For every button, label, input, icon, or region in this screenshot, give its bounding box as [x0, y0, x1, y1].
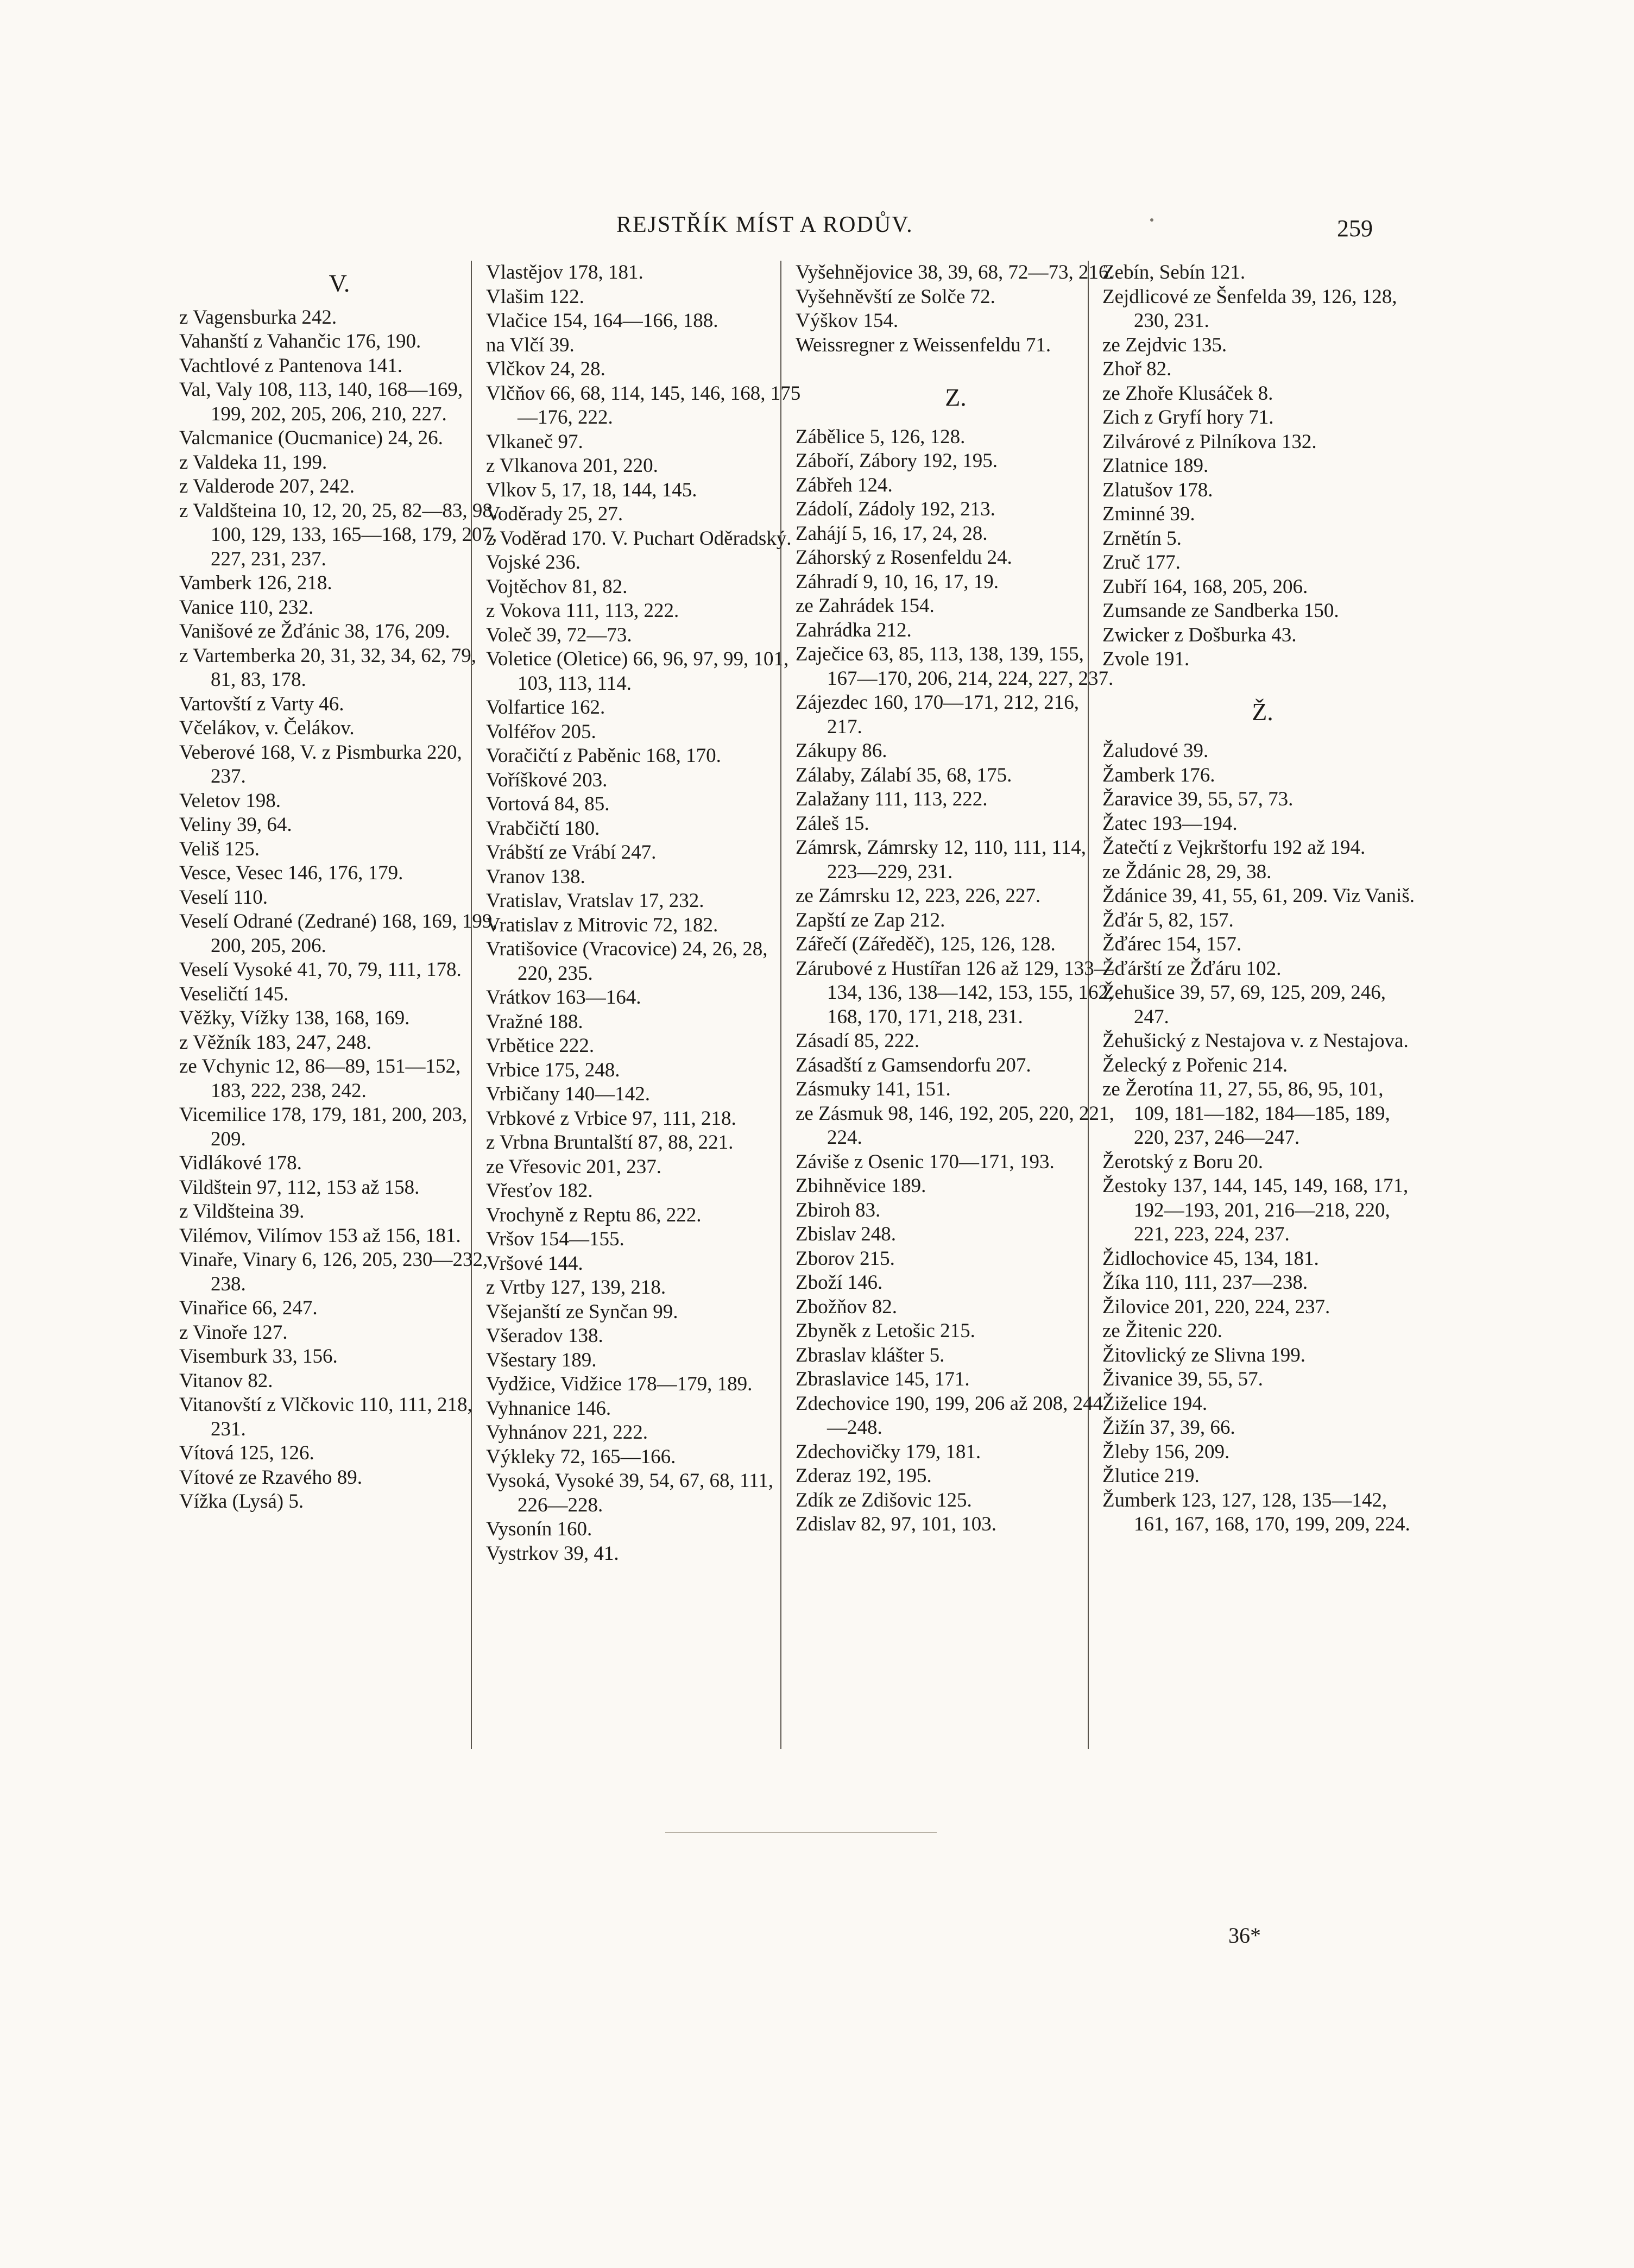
index-entry: ze Zámrsku 12, 223, 226, 227. — [796, 885, 1041, 907]
index-entry: Vanice 110, 232. — [179, 596, 314, 619]
index-entry: Zásadí 85, 222. — [796, 1030, 920, 1052]
index-entry: Zboží 146. — [796, 1271, 883, 1294]
index-entry: Zumsande ze Sandberka 150. — [1102, 600, 1339, 622]
index-entry: Vražné 188. — [486, 1010, 583, 1033]
index-entry: Zájezdec 160, 170—171, 212, 216, 217. — [796, 691, 1079, 738]
index-entry: Zrnětín 5. — [1102, 527, 1182, 550]
index-entry: Vahanští z Vahančic 176, 190. — [179, 330, 421, 352]
index-entry: Ždánice 39, 41, 55, 61, 209. Viz Vaniš. — [1102, 885, 1415, 907]
index-entry: z Vokova 111, 113, 222. — [486, 600, 679, 622]
index-entry: Zich z Gryfí hory 71. — [1102, 406, 1274, 429]
index-entry: Žleby 156, 209. — [1102, 1440, 1230, 1463]
index-entry: Zbislav 248. — [796, 1223, 896, 1245]
index-entry: Vanišové ze Žďánic 38, 176, 209. — [179, 620, 450, 642]
index-entry: Zdechovičky 179, 181. — [796, 1440, 981, 1463]
index-entry: Včelákov, v. Čelákov. — [179, 717, 355, 739]
index-entry: Zwicker z Došburka 43. — [1102, 623, 1297, 646]
index-entry: Valcmanice (Oucmanice) 24, 26. — [179, 427, 443, 449]
index-entry: Vydžice, Vidžice 178—179, 189. — [486, 1373, 753, 1395]
index-entry: Vildštein 97, 112, 153 až 158. — [179, 1176, 420, 1199]
index-entry: Visemburk 33, 156. — [179, 1345, 338, 1368]
index-entry: Voříškové 203. — [486, 768, 608, 791]
index-entry: Veliš 125. — [179, 837, 260, 860]
index-entry: Vítová 125, 126. — [179, 1442, 314, 1464]
index-entry: z Valdšteina 10, 12, 20, 25, 82—83, 98, 100, 129, 133, 165—168, 179, 207, 227, 231, 237. — [179, 499, 498, 570]
index-entry: Zilvárové z Pilníkova 132. — [1102, 430, 1317, 453]
index-entry: z Vartemberka 20, 31, 32, 34, 62, 79, 81, 83, 178. — [179, 644, 477, 691]
index-entry: Vrbětice 222. — [486, 1035, 595, 1057]
index-entry: Zhoř 82. — [1102, 358, 1172, 380]
index-entry: Vojtěchov 81, 82. — [486, 575, 628, 598]
index-entry: Výkleky 72, 165—166. — [486, 1445, 676, 1468]
index-entry: Všestary 189. — [486, 1349, 597, 1371]
index-entry: ze Ždánic 28, 29, 38. — [1102, 860, 1272, 883]
index-entry: Veselí Vysoké 41, 70, 79, 111, 178. — [179, 959, 462, 981]
index-entry: z Valderode 207, 242. — [179, 475, 355, 497]
index-entry: Zábělice 5, 126, 128. — [796, 425, 966, 448]
index-entry: Veberové 168, V. z Pismburka 220, 237. — [179, 741, 462, 788]
index-entry: ze Žitenic 220. — [1102, 1320, 1222, 1342]
index-entry: Žíka 110, 111, 237—238. — [1102, 1271, 1308, 1294]
index-entry: Vitanovští z Vlčkovic 110, 111, 218, 231. — [179, 1394, 472, 1440]
index-entry: Vysoká, Vysoké 39, 54, 67, 68, 111, 226—228. — [486, 1470, 773, 1516]
index-entry: Žumberk 123, 127, 128, 135—142, 161, 167, 168, 170, 199, 209, 224. — [1102, 1489, 1410, 1535]
ink-dot — [1150, 218, 1153, 222]
section-heading: Ž. — [1252, 697, 1273, 726]
index-entry: z Valdeka 11, 199. — [179, 451, 327, 474]
index-entry: Vystrkov 39, 41. — [486, 1542, 619, 1565]
index-entry: Žerotský z Boru 20. — [1102, 1150, 1263, 1173]
index-entry: Vrátkov 163—164. — [486, 986, 641, 1009]
index-entry: ze Zásmuk 98, 146, 192, 205, 220, 221, 224. — [796, 1102, 1114, 1149]
index-entry: Vrbičany 140—142. — [486, 1083, 650, 1105]
index-entry: Žiželice 194. — [1102, 1392, 1208, 1415]
index-entry: Vrochyně z Reptu 86, 222. — [486, 1204, 702, 1226]
index-entry: Vratislav z Mitrovic 72, 182. — [486, 914, 718, 936]
index-entry: Vitanov 82. — [179, 1369, 273, 1392]
index-entry: Zborov 215. — [796, 1247, 895, 1270]
index-entry: Vyhnanice 146. — [486, 1397, 611, 1420]
entry-list — [486, 261, 806, 1566]
index-entry: Žaravice 39, 55, 57, 73. — [1102, 788, 1294, 810]
entry-list — [796, 261, 1116, 357]
index-entry: Volfartice 162. — [486, 696, 605, 719]
index-entry: Vrábští ze Vrábí 247. — [486, 841, 657, 864]
index-entry: Zádolí, Zádoly 192, 213. — [796, 498, 995, 520]
index-column-2 — [486, 261, 806, 1566]
index-entry: Vrabčičtí 180. — [486, 817, 600, 840]
index-entry: Vítové ze Rzavého 89. — [179, 1466, 362, 1489]
index-entry: Žaludové 39. — [1102, 740, 1209, 762]
index-entry: Veletov 198. — [179, 789, 281, 812]
index-entry: Výškov 154. — [796, 310, 899, 332]
index-entry: z Voděrad 170. V. Puchart Oděradský. — [486, 527, 792, 550]
index-entry: Vicemilice 178, 179, 181, 200, 203, 209. — [179, 1104, 468, 1150]
index-entry: Žďár 5, 82, 157. — [1102, 909, 1234, 931]
index-entry: Veseličtí 145. — [179, 982, 289, 1005]
index-entry: Zálaby, Zálabí 35, 68, 175. — [796, 764, 1012, 786]
index-entry: ze Vchynic 12, 86—89, 151—152, 183, 222, 238, 242. — [179, 1055, 461, 1102]
index-entry: Vrbkové z Vrbice 97, 111, 218. — [486, 1107, 736, 1130]
index-entry: Vlčkov 24, 28. — [486, 358, 605, 380]
index-entry: Vlkov 5, 17, 18, 144, 145. — [486, 478, 697, 501]
index-entry: Zebín, Sebín 121. — [1102, 261, 1246, 284]
index-entry: Zvole 191. — [1102, 648, 1190, 670]
index-entry: Zámrsk, Zámrsky 12, 110, 111, 114, 223—229, 231. — [796, 836, 1087, 883]
index-entry: Zubří 164, 168, 205, 206. — [1102, 575, 1308, 598]
index-entry: Vršové 144. — [486, 1252, 583, 1275]
index-entry: Záleš 15. — [796, 812, 869, 835]
index-entry: Zahájí 5, 16, 17, 24, 28. — [796, 522, 988, 545]
index-entry: Zábřeh 124. — [796, 474, 893, 496]
index-entry: z Vrbna Bruntalští 87, 88, 221. — [486, 1131, 734, 1154]
index-entry: Záviše z Osenic 170—171, 193. — [796, 1150, 1055, 1173]
index-entry: Vlačice 154, 164—166, 188. — [486, 310, 718, 332]
index-entry: Vidlákové 178. — [179, 1152, 302, 1174]
index-entry: Záhorský z Rosenfeldu 24. — [796, 546, 1012, 569]
index-entry: Voděrady 25, 27. — [486, 503, 623, 525]
index-entry: Vlašim 122. — [486, 285, 584, 308]
index-entry: Zákupy 86. — [796, 740, 887, 762]
index-entry: Žlutice 219. — [1102, 1465, 1200, 1487]
index-entry: Zásmuky 141, 151. — [796, 1078, 951, 1100]
index-entry: Weissregner z Weissenfeldu 71. — [796, 333, 1051, 356]
signature-mark: 36* — [1228, 1923, 1261, 1948]
index-entry: Zbraslavice 145, 171. — [796, 1368, 970, 1390]
index-entry: Zbraslav klášter 5. — [796, 1344, 945, 1366]
index-entry: Zdislav 82, 97, 101, 103. — [796, 1513, 996, 1535]
index-entry: Vortová 84, 85. — [486, 793, 610, 815]
index-entry: Zderaz 192, 195. — [796, 1465, 932, 1487]
index-entry: Voletice (Oletice) 66, 96, 97, 99, 101, 103, 113, 114. — [486, 648, 789, 695]
index-entry: Židlochovice 45, 134, 181. — [1102, 1247, 1319, 1270]
index-entry: Žatec 193—194. — [1102, 812, 1238, 835]
index-entry: Zapští ze Zap 212. — [796, 909, 945, 931]
index-entry: Vížka (Lysá) 5. — [179, 1490, 304, 1513]
index-entry: Zbožňov 82. — [796, 1295, 898, 1318]
index-entry: Volféřov 205. — [486, 720, 596, 743]
entry-list — [796, 425, 1116, 1537]
index-entry: Vilémov, Vilímov 153 až 156, 181. — [179, 1224, 461, 1247]
index-entry: Žehušice 39, 57, 69, 125, 209, 246, 247. — [1102, 981, 1386, 1028]
index-entry: ze Zahrádek 154. — [796, 595, 935, 617]
index-entry: Vamberk 126, 218. — [179, 572, 332, 594]
index-entry: Vinaře, Vinary 6, 126, 205, 230—232, 238. — [179, 1249, 488, 1295]
index-entry: Zdechovice 190, 199, 206 až 208, 244—248. — [796, 1392, 1103, 1439]
index-entry: Veliny 39, 64. — [179, 814, 292, 836]
index-entry: Záhradí 9, 10, 16, 17, 19. — [796, 570, 999, 593]
index-entry: Žilovice 201, 220, 224, 237. — [1102, 1295, 1330, 1318]
end-ornament-rule — [665, 1832, 937, 1833]
index-entry: z Vlkanova 201, 220. — [486, 455, 658, 477]
index-entry: ze Vřesovic 201, 237. — [486, 1155, 661, 1178]
index-entry: Žižín 37, 39, 66. — [1102, 1416, 1235, 1439]
index-column-4 — [1102, 261, 1423, 1537]
index-entry: Vršov 154—155. — [486, 1228, 624, 1250]
index-entry: Veselí Odrané (Zedrané) 168, 169, 199, 200, 205, 206. — [179, 910, 497, 957]
index-entry: ze Žerotína 11, 27, 55, 86, 95, 101, 109, 181—182, 184—185, 189, 220, 237, 246—247. — [1102, 1078, 1390, 1149]
index-entry: Vysonín 160. — [486, 1518, 592, 1540]
index-entry: Všeradov 138. — [486, 1325, 603, 1347]
index-entry: Vesce, Vesec 146, 176, 179. — [179, 862, 403, 884]
index-column-1 — [179, 261, 500, 1514]
index-entry: Žamberk 176. — [1102, 764, 1215, 786]
index-entry: Záboří, Zábory 192, 195. — [796, 450, 998, 472]
index-entry: Vlkaneč 97. — [486, 430, 583, 453]
index-entry: Vratislav, Vratslav 17, 232. — [486, 890, 704, 912]
index-column-3 — [796, 261, 1116, 1537]
index-entry: Žehušický z Nestajova v. z Nestajova. — [1102, 1030, 1409, 1052]
index-entry: Věžky, Vížky 138, 168, 169. — [179, 1007, 410, 1029]
index-entry: Želecký z Pořenic 214. — [1102, 1054, 1288, 1076]
index-entry: Zásadští z Gamsendorfu 207. — [796, 1054, 1031, 1076]
index-entry: Žďárští ze Žďáru 102. — [1102, 957, 1282, 980]
index-entry: Zbihněvice 189. — [796, 1175, 926, 1197]
section-heading: Z. — [945, 383, 967, 411]
index-entry: Vinařice 66, 247. — [179, 1297, 318, 1319]
page-header-title: REJSTŘÍK MÍST A RODŮV. — [616, 212, 913, 237]
index-entry: Vyhnánov 221, 222. — [486, 1421, 648, 1444]
index-entry: Vřesťov 182. — [486, 1180, 593, 1202]
index-entry: z Vagensburka 242. — [179, 306, 337, 329]
page-number: 259 — [1337, 215, 1373, 242]
index-entry: Zlatušov 178. — [1102, 478, 1213, 501]
section-heading: V. — [329, 269, 350, 297]
index-entry: Vachtlové z Pantenova 141. — [179, 354, 402, 377]
index-entry: Vrbice 175, 248. — [486, 1059, 620, 1081]
entry-list — [1102, 739, 1423, 1537]
index-entry: Zdík ze Zdišovic 125. — [796, 1489, 972, 1511]
index-entry: ze Zhoře Klusáček 8. — [1102, 382, 1273, 405]
index-entry: Živanice 39, 55, 57. — [1102, 1368, 1263, 1390]
index-entry: Žitovlický ze Slivna 199. — [1102, 1344, 1306, 1366]
index-entry: Zahrádka 212. — [796, 619, 912, 641]
index-entry: Zářečí (Záředěč), 125, 126, 128. — [796, 933, 1056, 955]
index-entry: Veselí 110. — [179, 886, 268, 909]
index-entry: z Vinoře 127. — [179, 1321, 288, 1344]
index-entry: Žďárec 154, 157. — [1102, 933, 1242, 955]
index-entry: Vyšehnějovice 38, 39, 68, 72—73, 216. — [796, 261, 1114, 284]
index-entry: Zbyněk z Letošic 215. — [796, 1320, 975, 1342]
index-entry: Vratišovice (Vracovice) 24, 26, 28, 220, 235. — [486, 938, 768, 985]
index-entry: Zruč 177. — [1102, 551, 1181, 574]
index-entry: Vlastějov 178, 181. — [486, 261, 643, 284]
index-entry: Vyšehněvští ze Solče 72. — [796, 285, 995, 308]
index-entry: Všejanští ze Synčan 99. — [486, 1300, 678, 1323]
index-entry: Vartovští z Varty 46. — [179, 692, 344, 715]
index-entry: Voračičtí z Paběnic 168, 170. — [486, 745, 721, 767]
index-entry: Val, Valy 108, 113, 140, 168—169, 199, 202, 205, 206, 210, 227. — [179, 379, 463, 425]
index-entry: z Vrtby 127, 139, 218. — [486, 1276, 666, 1299]
index-entry: Voleč 39, 72—73. — [486, 623, 632, 646]
index-entry: Žatečtí z Vejkrštorfu 192 až 194. — [1102, 836, 1366, 859]
index-entry: Vranov 138. — [486, 865, 585, 888]
index-entry: Zminné 39. — [1102, 503, 1195, 525]
index-entry: z Věžník 183, 247, 248. — [179, 1031, 371, 1054]
index-entry: Zaječice 63, 85, 113, 138, 139, 155, 167—170, 206, 214, 224, 227, 237. — [796, 643, 1114, 690]
index-entry: z Vildšteina 39. — [179, 1200, 305, 1223]
entry-list — [1102, 261, 1423, 672]
index-entry: Zárubové z Hustířan 126 až 129, 133—134, 136, 138—142, 153, 155, 162, 168, 170, 171, 218, 231. — [796, 957, 1114, 1028]
index-entry: na Vlčí 39. — [486, 333, 575, 356]
index-entry: Zejdlicové ze Šenfelda 39, 126, 128, 230, 231. — [1102, 285, 1397, 332]
index-entry: Zalažany 111, 113, 222. — [796, 788, 988, 810]
index-entry: Zlatnice 189. — [1102, 455, 1209, 477]
index-entry: Zbiroh 83. — [796, 1199, 881, 1221]
entry-list — [179, 306, 500, 1514]
index-entry: ze Zejdvic 135. — [1102, 333, 1227, 356]
index-entry: Žestoky 137, 144, 145, 149, 168, 171, 192—193, 201, 216—218, 220, 221, 223, 224, 237. — [1102, 1175, 1409, 1245]
index-entry: Vlčňov 66, 68, 114, 145, 146, 168, 175—176, 222. — [486, 382, 801, 429]
index-entry: Vojské 236. — [486, 551, 581, 574]
